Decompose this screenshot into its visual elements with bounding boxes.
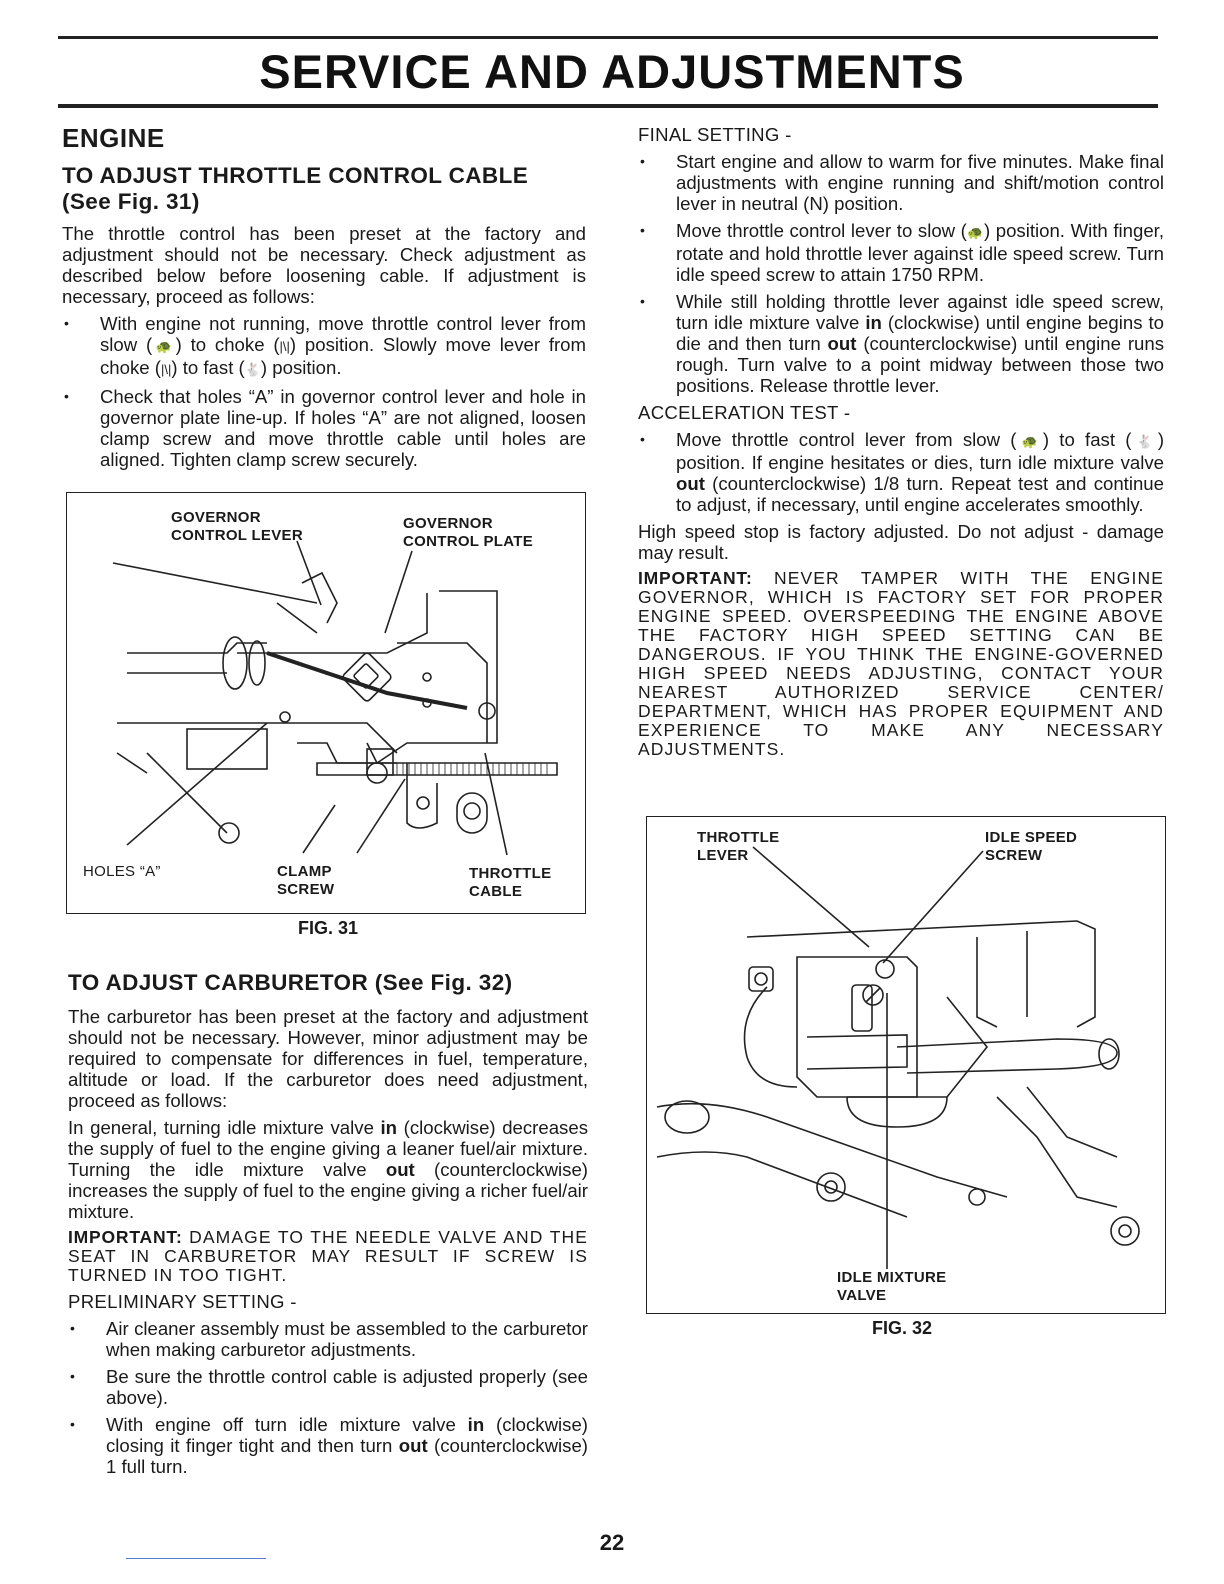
fig31-drawing — [67, 493, 585, 913]
final-setting-steps — [638, 151, 1164, 396]
label-clamp-screw: CLAMP SCREW — [277, 863, 335, 898]
carburetor-general: In general, turning idle mixture valve in (clockwise) decreases the supply of fuel to the engine giving a leaner fuel/air mixture. Turning the idle mixture valve out (counterclockwise) increases the supply of fuel to the engine giving a richer fuel/air mixture. — [68, 1117, 588, 1222]
page-number: 22 — [599, 1530, 625, 1555]
figure-32 — [646, 816, 1166, 1314]
throttle-section-title: TO ADJUST THROTTLE CONTROL CABLE (See Fig. 31) — [62, 163, 529, 214]
governor-important: IMPORTANT: NEVER TAMPER WITH THE ENGINE GOVERNOR, WHICH IS FACTORY SET FOR PROPER ENGINE SPEED. OVERSPEEDING THE ENGINE ABOVE THE FACTORY HIGH SPEED SETTING CAN BE DANGEROUS. IF YOU THINK THE ENGINE-GOVERNED HIGH SPEED NEEDS ADJUSTING, CONTACT YOUR NEAREST AUTHORIZED SERVICE CENTER/ DEPARTMENT, WHICH HAS PROPER EQUIPMENT AND EXPERIENCE TO MAKE ANY NECESSARY ADJUSTMENTS. — [638, 568, 1164, 759]
fig32-drawing — [647, 817, 1165, 1313]
choke-icon: |\| — [160, 362, 172, 377]
label-governor-control-lever: GOVERNOR CONTROL LEVER — [171, 509, 303, 544]
final-setting-heading: FINAL SETTING - — [638, 124, 792, 145]
label-holes-a: HOLES “A” — [83, 863, 161, 880]
throttle-step-1: • With engine not running, move throttle control lever from slow (🐢) to choke (|\|) position. Slowly move lever from choke (|\|) to fast (🐇) position. — [62, 313, 586, 380]
figure-31 — [66, 492, 586, 914]
high-speed-note: High speed stop is factory adjusted. Do not adjust - damage may result. — [638, 521, 1164, 563]
throttle-intro: The throttle control has been preset at the factory and adjustment should not be necessary. Check adjustment as described below before loosening cable. If adjustment is necessary, proceed as follows: — [62, 223, 586, 307]
slow-icon: 🐢 — [966, 225, 984, 240]
final-step-1: • Start engine and allow to warm for five minutes. Make final adjustments with engine running and shift/motion control lever in neutral (N) position. — [638, 151, 1164, 214]
slow-icon: 🐢 — [152, 339, 176, 354]
label-idle-mixture-valve: IDLE MIXTURE VALVE — [837, 1269, 947, 1304]
label-idle-speed-screw: IDLE SPEED SCREW — [985, 829, 1078, 864]
acceleration-steps — [638, 429, 1164, 515]
carburetor-section-title: TO ADJUST CARBURETOR (See Fig. 32) — [68, 970, 513, 995]
acceleration-test-heading: ACCELERATION TEST - — [638, 402, 851, 423]
final-step-3: • While still holding throttle lever against idle speed screw, turn idle mixture valve in (clockwise) until engine begins to die and then turn out (counterclockwise) until engine runs rough. Turn valve to a point midway between those two positions. Release throttle lever. — [638, 291, 1164, 396]
top-rule — [58, 36, 1158, 39]
choke-icon: |\| — [279, 339, 290, 354]
fast-icon: 🐇 — [1131, 434, 1158, 449]
throttle-steps — [62, 313, 586, 470]
carburetor-important: IMPORTANT: DAMAGE TO THE NEEDLE VALVE AND THE SEAT IN CARBURETOR MAY RESULT IF SCREW IS TURNED IN TOO TIGHT. — [68, 1227, 588, 1285]
page-title: SERVICE AND ADJUSTMENTS — [259, 45, 965, 98]
slow-icon: 🐢 — [1016, 434, 1043, 449]
label-governor-control-plate: GOVERNOR CONTROL PLATE — [403, 515, 534, 550]
title-underline — [58, 104, 1158, 108]
carburetor-section — [68, 970, 588, 1483]
left-column — [62, 123, 587, 476]
fig31-caption: FIG. 31 — [298, 918, 359, 938]
carburetor-intro: The carburetor has been preset at the factory and adjustment should not be necessary. However, minor adjustment may be required to compensate for differences in fuel, temperature, altitude or load. If the carburetor does need adjustment, proceed as follows: — [68, 1006, 588, 1111]
preliminary-step-2: • Be sure the throttle control cable is adjusted properly (see above). — [68, 1366, 588, 1408]
right-column — [638, 122, 1164, 765]
fig32-caption: FIG. 32 — [872, 1318, 933, 1338]
footer-line — [126, 1558, 266, 1559]
preliminary-step-3: • With engine off turn idle mixture valve in (clockwise) closing it finger tight and then turn out (counterclockwise) 1 full turn. — [68, 1414, 588, 1477]
final-step-2: • Move throttle control lever to slow (🐢) position. With finger, rotate and hold throttle lever against idle speed screw. Turn idle speed screw to attain 1750 RPM. — [638, 220, 1164, 285]
preliminary-step-1: • Air cleaner assembly must be assembled to the carburetor when making carburetor adjustments. — [68, 1318, 588, 1360]
label-throttle-lever: THROTTLE LEVER — [697, 829, 780, 864]
throttle-step-2: • Check that holes “A” in governor control lever and hole in governor plate line-up. If holes “A” are not aligned, loosen clamp screw and move throttle cable until holes are aligned. Tighten clamp screw securely. — [62, 386, 586, 470]
preliminary-steps — [68, 1318, 588, 1477]
preliminary-heading: PRELIMINARY SETTING - — [68, 1291, 297, 1312]
acceleration-step-1: • Move throttle control lever from slow (🐢) to fast (🐇) position. If engine hesitates or dies, turn idle mixture valve out (counterclockwise) 1/8 turn. Repeat test and continue to adjust, if necessary, until engine accelerates smoothly. — [638, 429, 1164, 515]
fast-icon: 🐇 — [244, 362, 261, 377]
label-throttle-cable: THROTTLE CABLE — [469, 865, 552, 900]
engine-heading: ENGINE — [62, 123, 165, 153]
